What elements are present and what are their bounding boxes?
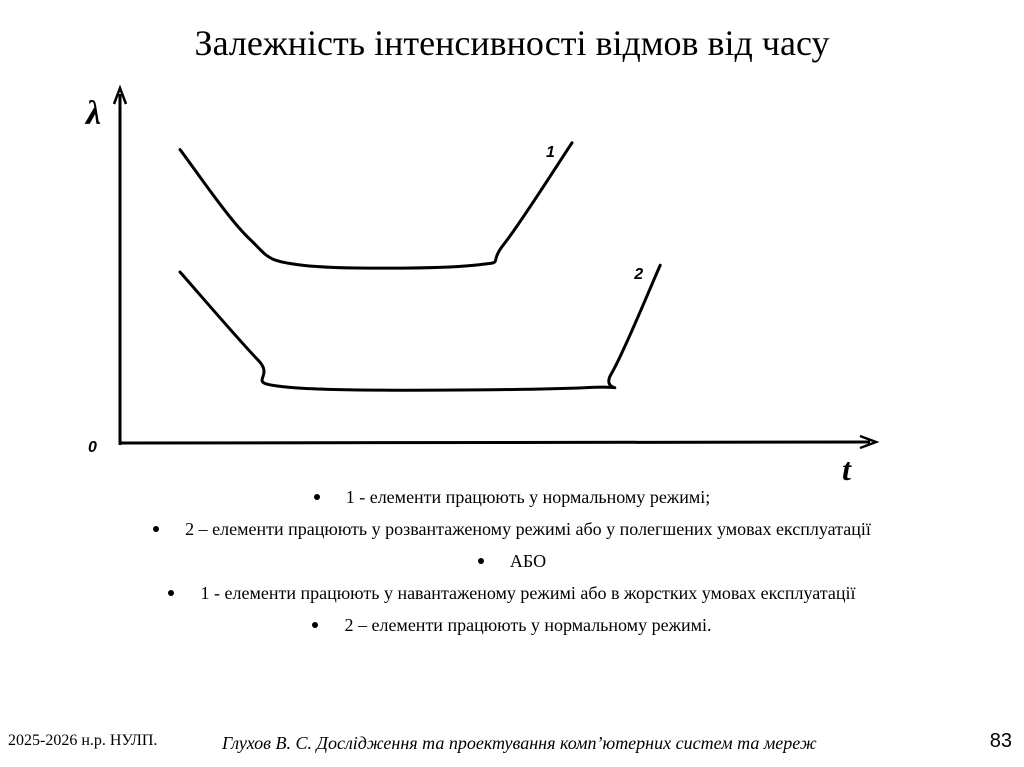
bullet-text: 2 – елементи працюють у розвантаженому режимі або у полегшених умовах експлуатації: [185, 519, 871, 539]
bullet-item: [60, 486, 964, 508]
bullet-text: 2 – елементи працюють у нормальному режимі.: [344, 615, 712, 635]
footer-year: 2025-2026 н.р. НУЛП.: [8, 732, 158, 749]
bullet-dot-icon: [312, 622, 318, 628]
bullet-text: АБО: [509, 551, 547, 571]
bullet-dot-icon: [153, 526, 159, 532]
bullet-item: [60, 550, 964, 572]
bullet-item: [60, 614, 964, 636]
chart-canvas: [70, 80, 900, 490]
bullet-item: [60, 582, 964, 604]
bullet-item: [60, 518, 964, 540]
slide-title: Залежність інтенсивності відмов від часу: [194, 23, 830, 63]
origin-label: 0: [88, 439, 97, 456]
x-axis: [120, 442, 870, 443]
x-axis-label: t: [842, 451, 851, 487]
failure-rate-chart: [70, 80, 900, 490]
bullet-dot-icon: [168, 590, 174, 596]
bullet-text: 1 - елементи працюють у навантаженому режимі або в жорстких умовах експлуатації: [200, 583, 856, 603]
bullet-dot-icon: [478, 558, 484, 564]
series-2-line: [180, 265, 660, 390]
page-number: 83: [989, 730, 1012, 752]
y-axis-label: λ: [86, 95, 102, 132]
series-1-label: 1: [546, 143, 555, 161]
bullet-text: 1 - елементи працюють у нормальному режимі;: [345, 487, 711, 507]
series-1-line: [180, 143, 572, 268]
bullet-list: [60, 486, 964, 646]
bullet-dot-icon: [314, 494, 320, 500]
series-2-label: 2: [634, 266, 644, 284]
footer-course: Глухов В. С. Дослідження та проектування комп’ютерних систем та мереж: [222, 733, 817, 753]
